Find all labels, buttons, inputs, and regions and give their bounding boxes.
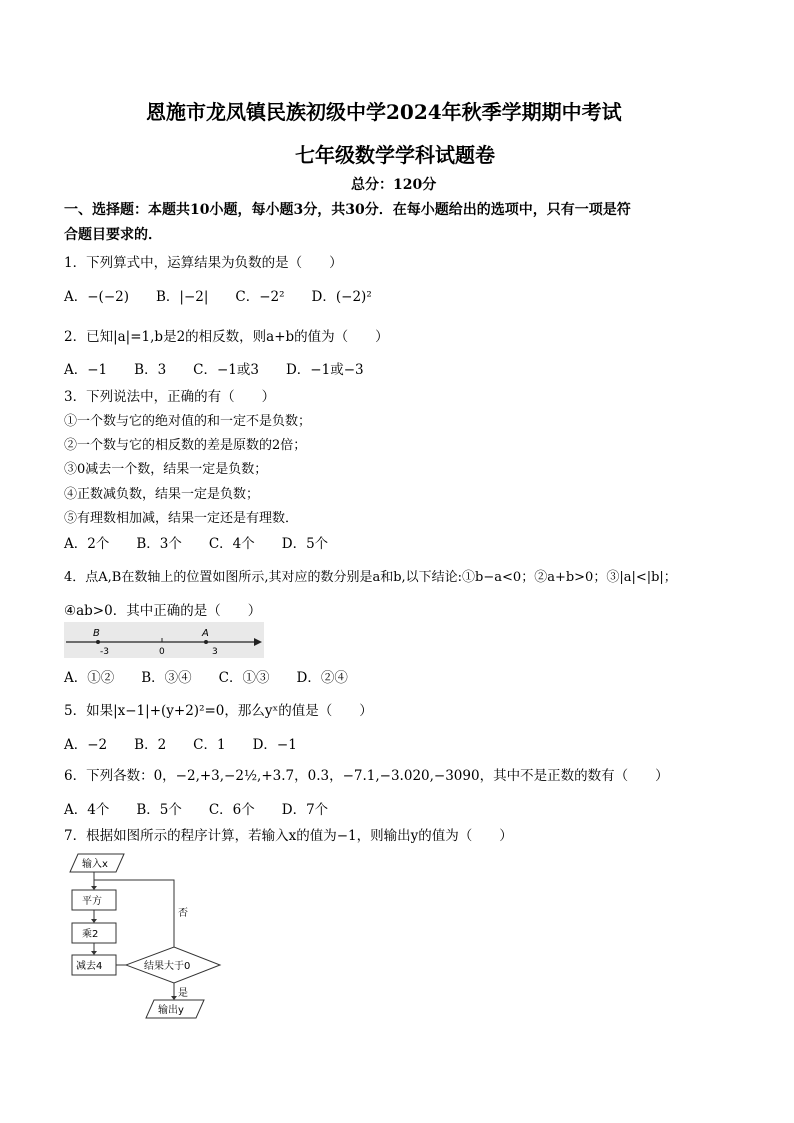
q4-stem: 4．点A,B在数轴上的位置如图所示,其对应的数分别是a和b,以下结论:①b−a<0；②a+b>0；③|a|<|b|； xyxy=(64,570,677,585)
tick-label-neg3: -3 xyxy=(100,647,109,657)
q3-statement-4: ④正数减负数，结果一定是负数； xyxy=(64,487,260,502)
q3-statement-2: ②一个数与它的相反数的差是原数的2倍； xyxy=(64,438,307,453)
label-b: B xyxy=(93,628,100,639)
q7-stem: 7．根据如图所示的程序计算，若输入x的值为−1，则输出y的值为（ ） xyxy=(64,828,513,844)
q6-options: A．4个 B．5个 C．6个 D．7个 xyxy=(64,802,329,818)
q1-options: A．−(−2) B．|−2| C．−2² D．(−2)² xyxy=(64,289,372,305)
q3-statement-5: ⑤有理数相加减，结果一定还是有理数． xyxy=(64,511,299,526)
flow-times2-label: 乘2 xyxy=(82,929,99,940)
tick-label-3: 3 xyxy=(212,647,218,657)
number-line-figure xyxy=(64,622,264,658)
flow-minus4-label: 减去4 xyxy=(76,961,103,972)
flow-no-label: 否 xyxy=(178,908,188,919)
q1-stem: 1．下列算式中，运算结果为负数的是（ ） xyxy=(64,255,343,271)
flow-square-label: 平方 xyxy=(82,896,102,907)
total-score: 总分：120分 xyxy=(351,177,437,193)
q4-stem-cont: ④ab>0．其中正确的是（ ） xyxy=(64,603,262,619)
q5-stem: 5．如果|x−1|+(y+2)²=0，那么yˣ的值是（ ） xyxy=(64,703,373,719)
section-heading-line2: 合题目要求的． xyxy=(64,227,162,243)
point-a xyxy=(204,640,208,644)
flow-decision-label: 结果大于0 xyxy=(144,961,191,972)
q3-statement-3: ③0减去一个数，结果一定是负数； xyxy=(64,462,268,477)
q3-statement-1: ①一个数与它的绝对值的和一定不是负数； xyxy=(64,414,312,429)
q3-stem: 3．下列说法中，正确的有（ ） xyxy=(64,389,276,405)
section-heading-line1: 一、选择题：本题共10小题，每小题3分，共30分．在每小题给出的选项中，只有一项是符 xyxy=(64,202,631,218)
q6-stem: 6．下列各数：0，−2,+3,−2½,+3.7，0.3，−7.1,−3.020,−3090，其中不是正数的数有（ ） xyxy=(64,768,669,784)
q4-options: A．①② B．③④ C．①③ D．②④ xyxy=(64,670,348,686)
flowchart-figure xyxy=(64,850,234,1028)
exam-subtitle: 七年级数学学科试题卷 xyxy=(295,143,495,167)
q2-options: A．−1 B．3 C．−1或3 D．−1或−3 xyxy=(64,362,364,378)
q5-options: A．−2 B．2 C．1 D．−1 xyxy=(64,737,297,753)
q2-stem: 2．已知|a|=1,b是2的相反数，则a+b的值为（ ） xyxy=(64,329,389,345)
flow-output-label: 输出y xyxy=(158,1005,184,1016)
tick-label-zero: 0 xyxy=(159,647,165,657)
point-b xyxy=(96,640,100,644)
exam-title: 恩施市龙凤镇民族初级中学2024年秋季学期期中考试 xyxy=(146,100,622,124)
flow-yes-label: 是 xyxy=(178,988,188,999)
flow-input-label: 输入x xyxy=(82,859,108,870)
label-a: A xyxy=(202,628,209,639)
q3-options: A．2个 B．3个 C．4个 D．5个 xyxy=(64,536,329,552)
